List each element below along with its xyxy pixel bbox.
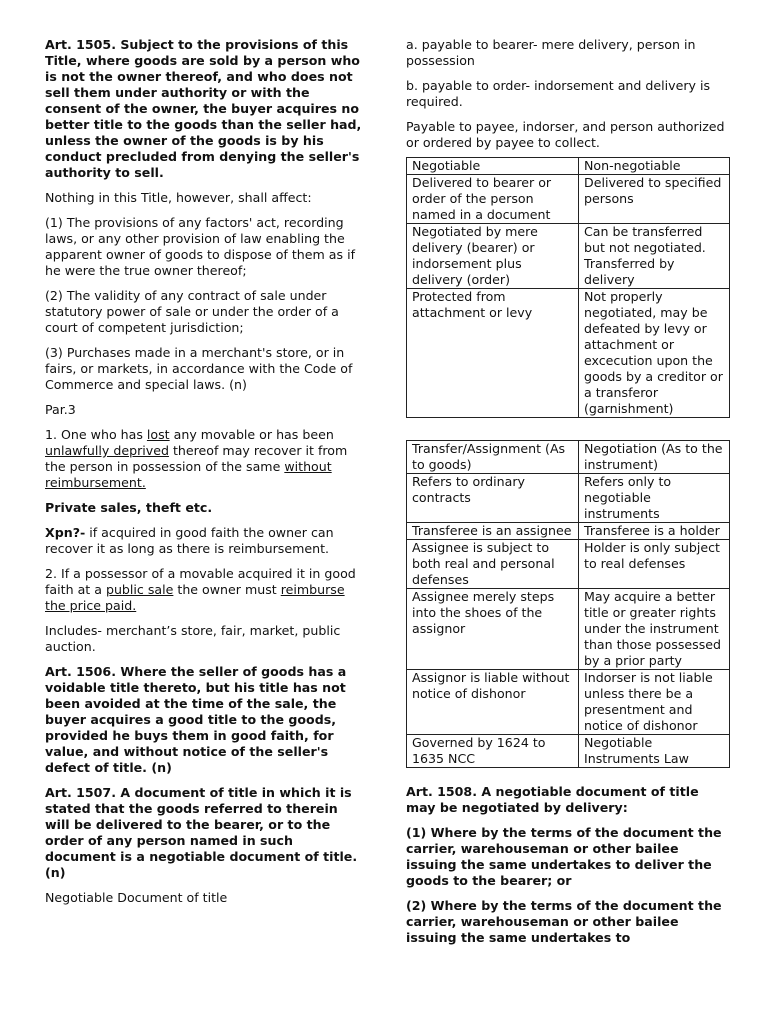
table-cell: Not properly negotiated, may be defeated by levy or attachment or excecution upon the goods by a creditor or a transferor (garnishment) (579, 289, 730, 418)
p1-text-a: 1. One who has (45, 427, 147, 442)
table-row (407, 540, 730, 589)
payable-bearer-paragraph: a. payable to bearer- mere delivery, person in possession (406, 37, 696, 68)
table-header-row (407, 158, 730, 175)
xpn-paragraph (45, 525, 363, 557)
table-cell: Refers to ordinary contracts (407, 474, 579, 523)
art1505-paragraph (45, 37, 363, 181)
art1508-paragraph (406, 784, 730, 816)
table-cell: Governed by 1624 to 1635 NCC (407, 735, 579, 768)
art1508-item-1-text: (1) Where by the terms of the document the carrier, warehouseman or other bailee issuing the same undertakes to deliver the goods to the bearer; or (406, 825, 722, 888)
table-cell: May acquire a better title or greater rights under the instrument than those possessed by a prior party (579, 589, 730, 670)
provision-item-2: (2) The validity of any contract of sale under statutory power of sale or under the order of a court of competent jurisdiction; (45, 288, 339, 335)
table-cell: Refers only to negotiable instruments (579, 474, 730, 523)
table-spacer (406, 418, 730, 440)
art1506-paragraph (45, 664, 363, 776)
table-row (407, 175, 730, 224)
table-cell: Delivered to bearer or order of the person named in a document (407, 175, 579, 224)
table-row (407, 589, 730, 670)
table-header-cell: Non-negotiable (579, 158, 730, 175)
table-cell: Protected from attachment or levy (407, 289, 579, 418)
art1506-text: Art. 1506. Where the seller of goods has a voidable title thereto, but his title has not been avoided at the time of the sale, the buyer acquires a good title to the goods, provided he buys them in good faith, for value, and without notice of the seller's defect of title. (n) (45, 664, 347, 775)
art1508-item-2 (406, 898, 730, 946)
table-row (407, 224, 730, 289)
p1-text-c: thereof may recover it from the person in possession of the same (45, 443, 348, 474)
p2-text-b: the owner must (173, 582, 281, 597)
p1-lost-underlined: lost (146, 427, 170, 442)
provision-item-3: (3) Purchases made in a merchant's store, or in fairs, or markets, in accordance with the Code of Commerce and special laws. (n) (45, 345, 353, 392)
table-cell: Assignee is subject to both real and personal defenses (407, 540, 579, 589)
negotiable-comparison-table (406, 157, 730, 418)
payable-order-paragraph: b. payable to order- indorsement and delivery is required. (406, 78, 711, 109)
table-cell: Assignee merely steps into the shoes of the assignor (407, 589, 579, 670)
art1508-text: Art. 1508. A negotiable document of title may be negotiated by delivery: (406, 784, 699, 815)
art1507-paragraph (45, 785, 363, 881)
table-header-row (407, 441, 730, 474)
private-sales-heading (45, 500, 363, 516)
table-cell: Negotiated by mere delivery (bearer) or indorsement plus delivery (order) (407, 224, 579, 289)
includes-paragraph: Includes- merchant’s store, fair, market, public auction. (45, 623, 341, 654)
table-cell: Assignor is liable without notice of dishonor (407, 670, 579, 735)
p1-text-b: any movable or has been (169, 427, 334, 442)
table-header-cell: Transfer/Assignment (As to goods) (407, 441, 579, 474)
p2-public-underlined: public sale (105, 582, 174, 597)
art1507-text: Art. 1507. A document of title in which it is stated that the goods referred to therein will be delivered to the bearer, or to the order of any person named in such document is a negotiable document of title. (n) (45, 785, 358, 880)
provision-item-1: (1) The provisions of any factors' act, recording laws, or any other provision of law enabling the apparent owner of goods to dispose of them as if he were the true owner thereof; (45, 215, 356, 278)
art1505-text: Art. 1505. Subject to the provisions of this Title, where goods are sold by a person who is not the owner thereof, and who does not sell them under authority or with the consent of the owner, the buyer acquires no better title to the goods than the seller had, unless the owner of the goods is by his conduct precluded from denying the seller's authority to sell. (45, 37, 362, 180)
left-column (45, 37, 363, 915)
right-column (406, 37, 730, 955)
art1508-item-2-text: (2) Where by the terms of the document the carrier, warehouseman or other bailee issuing the same undertakes to (406, 898, 722, 945)
par3-heading: Par.3 (45, 402, 76, 417)
table-header-cell: Negotiable (407, 158, 579, 175)
table-cell: Delivered to specified persons (579, 175, 730, 224)
table-row (407, 474, 730, 523)
table-header-cell: Negotiation (As to the instrument) (579, 441, 730, 474)
p2-reimburse-underlined: reimburse the price paid. (45, 582, 345, 613)
payable-payee-paragraph: Payable to payee, indorser, and person authorized or ordered by payee to collect. (406, 119, 725, 150)
table-row (407, 670, 730, 735)
table-cell: Transferee is a holder (579, 523, 730, 540)
table-row (407, 289, 730, 418)
table-row (407, 735, 730, 768)
table-cell: Transferee is an assignee (407, 523, 579, 540)
p1-unlawful-underlined: unlawfully deprived (45, 443, 169, 458)
nothing-paragraph: Nothing in this Title, however, shall affect: (45, 190, 312, 205)
table-cell: Can be transferred but not negotiated. Transferred by delivery (579, 224, 730, 289)
par3-point-1 (45, 427, 363, 491)
table-spacer (406, 768, 730, 784)
table-cell: Indorser is not liable unless there be a presentment and notice of dishonor (579, 670, 730, 735)
p2-text-a: 2. If a possessor of a movable acquired it in good faith at a (45, 566, 356, 597)
p1-without-underlined: without reimbursement. (45, 459, 332, 490)
table-cell: Holder is only subject to real defenses (579, 540, 730, 589)
negotiable-document-heading: Negotiable Document of title (45, 890, 228, 905)
private-sales-text: Private sales, theft etc. (45, 500, 213, 515)
art1508-item-1 (406, 825, 730, 889)
table-cell: Negotiable Instruments Law (579, 735, 730, 768)
xpn-text: if acquired in good faith the owner can recover it as long as there is reimbursement. (45, 525, 334, 556)
par3-point-2 (45, 566, 363, 614)
table-row (407, 523, 730, 540)
transfer-negotiation-table (406, 440, 730, 768)
xpn-label: Xpn?- (45, 525, 86, 540)
